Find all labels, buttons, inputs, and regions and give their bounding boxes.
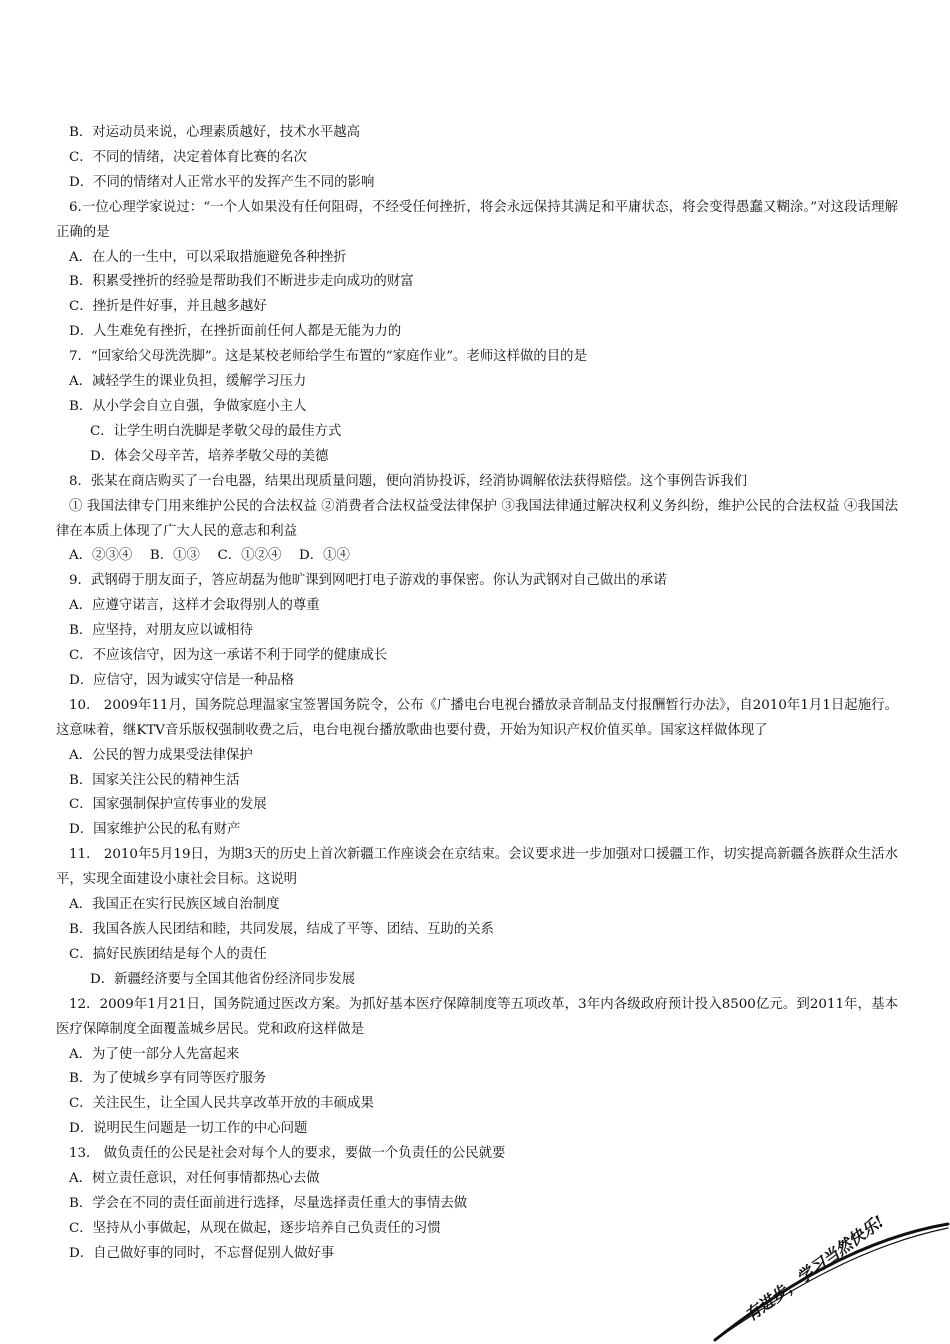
question-9: 9．武钢碍于朋友面子，答应胡磊为他旷课到网吧打电子游戏的事保密。你认为武钢对自己做出的承诺 — [69, 573, 667, 589]
question-8-statements: ① 我国法律专门用来维护公民的合法权益 ②消费者合法权益受法律保护 ③我国法律通过解决权利义务纠纷，维护公民的合法权益 ④我国法律在本质上体现了广大人民的意志和利益 — [56, 498, 898, 539]
option-line: A．应遵守诺言，这样才会取得别人的尊重 — [69, 598, 320, 614]
option-line: D．不同的情绪对人正常水平的发挥产生不同的影响 — [69, 174, 375, 190]
option-line: D．新疆经济要与全国其他省份经济同步发展 — [90, 971, 356, 987]
option-line: A．②③④ B．①③ C．①②④ D．①④ — [69, 548, 350, 564]
option-line: D．应信守，因为诚实守信是一种品格 — [69, 672, 294, 688]
question-13: 13． 做负责任的公民是社会对每个人的要求，要做一个负责任的公民就要 — [69, 1146, 506, 1162]
option-line: B．为了使城乡享有同等医疗服务 — [69, 1071, 267, 1087]
option-line: B．我国各族人民团结和睦，共同发展，结成了平等、团结、互助的关系 — [69, 922, 494, 937]
option-line: B．积累受挫折的经验是帮助我们不断进步走向成功的财富 — [69, 274, 414, 290]
option-line: A．为了使一部分人先富起来 — [69, 1046, 240, 1062]
question-8: 8．张某在商店购买了一台电器，结果出现质量问题，便向消协投诉，经消协调解依法获得赔偿。这个事例告诉我们 — [69, 473, 748, 489]
slogan-decoration — [710, 1194, 950, 1344]
option-line: A．公民的智力成果受法律保护 — [69, 747, 253, 763]
question-11: 11． 2010年5月19日，为期3天的历史上首次新疆工作座谈会在京结束。会议要求进一步加强对口援疆工作，切实提高新疆各族群众生活水平，实现全面建设小康社会目标。这说明 — [56, 847, 898, 888]
question-10: 10． 2009年11月，国务院总理温家宝签署国务院令，公布《广播电台电视台播放录音制品支付报酬暂行办法》，自2010年1月1日起施行。这意味着，继KTV音乐版权强制收费之后，电台电视台播放歌曲也要付费，开始为知识产权价值买单。国家这样做体现了 — [56, 697, 898, 738]
option-line: A．我国正在实行民族区域自治制度 — [69, 897, 280, 913]
option-line: B．应坚持，对朋友应以诚相待 — [69, 623, 253, 639]
option-line: C．不应该信守，因为这一承诺不利于同学的健康成长 — [69, 648, 388, 664]
option-line: C．搞好民族团结是每个人的责任 — [69, 946, 267, 962]
option-line: A．树立责任意识，对任何事情都热心去做 — [69, 1171, 320, 1187]
option-line: B．从小学会自立自强，争做家庭小主人 — [69, 398, 307, 414]
option-line: C．挫折是件好事，并且越多越好 — [69, 299, 267, 315]
question-6: 6.一位心理学家说过：“一个人如果没有任何阻碍，不经受任何挫折，将会永远保持其满足和平庸状态，将会变得愚蠢又糊涂。”对这段话理解正确的是 — [56, 199, 898, 240]
option-line: C．让学生明白洗脚是孝敬父母的最佳方式 — [90, 423, 342, 439]
option-line: B．对运动员来说，心理素质越好，技术水平越高 — [69, 125, 361, 140]
option-line: D．自己做好事的同时，不忘督促别人做好事 — [69, 1245, 335, 1261]
option-line: A．减轻学生的课业负担，缓解学习压力 — [69, 374, 307, 390]
document-body — [56, 121, 898, 1267]
option-line: C．国家强制保护宣传事业的发展 — [69, 797, 267, 813]
option-line: C．关注民生，让全国人民共享改革开放的丰硕成果 — [69, 1096, 374, 1112]
option-line: D．说明民生问题是一切工作的中心问题 — [69, 1121, 308, 1137]
option-line: C．不同的情绪，决定着体育比赛的名次 — [69, 149, 307, 165]
slogan-text: 有进步，学习当然快乐! — [741, 1211, 888, 1326]
question-12: 12．2009年1月21日，国务院通过医改方案。为抓好基本医疗保障制度等五项改革，3年内各级政府预计投入8500亿元。到2011年，基本医疗保障制度全面覆盖城乡居民。党和政府这样做是 — [56, 996, 898, 1037]
option-line: D．国家维护公民的私有财产 — [69, 822, 241, 838]
option-line: A．在人的一生中，可以采取措施避免各种挫折 — [69, 249, 347, 265]
option-line: B．国家关注公民的精神生活 — [69, 772, 240, 788]
option-line: D．体会父母辛苦，培养孝敬父母的美德 — [90, 448, 329, 464]
option-line: D．人生难免有挫折，在挫折面前任何人都是无能为力的 — [69, 324, 402, 340]
option-line: C．坚持从小事做起，从现在做起，逐步培养自己负责任的习惯 — [69, 1220, 441, 1236]
option-line: B．学会在不同的责任面前进行选择，尽量选择责任重大的事情去做 — [69, 1195, 468, 1211]
question-7: 7．“回家给父母洗洗脚”。这是某校老师给学生布置的“家庭作业”。老师这样做的目的是 — [69, 349, 587, 365]
